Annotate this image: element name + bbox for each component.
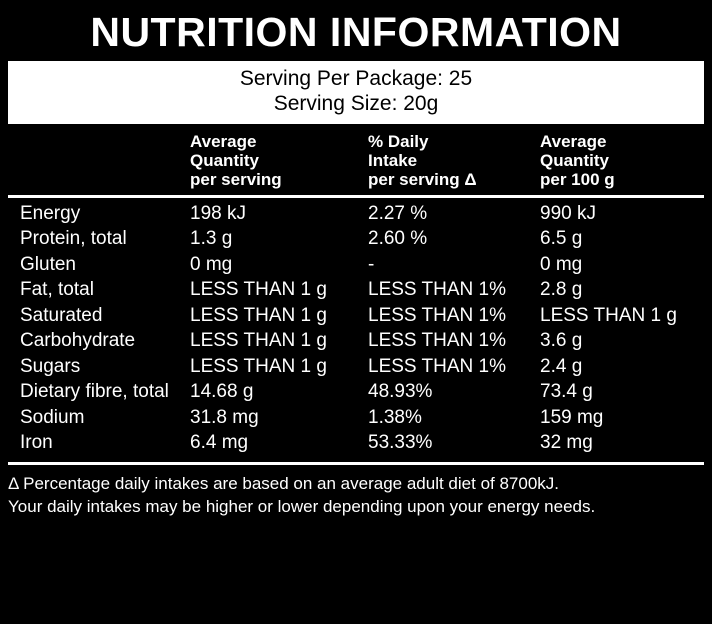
nutrient-name: Saturated [20,304,103,326]
footnote-line-1: Δ Percentage daily intakes are based on an average adult diet of 8700kJ. [8,473,560,493]
table-row [8,381,704,407]
value-per-100g: 2.4 g [540,355,583,377]
serving-per-package: Serving Per Package: 25 [239,67,473,90]
nutrient-name: Carbohydrate [20,330,136,352]
value-percent-daily-intake: 2.60 % [368,228,428,250]
value-per-serving: LESS THAN 1 g [190,279,327,301]
table-row [8,254,704,280]
value-percent-daily-intake: LESS THAN 1% [368,279,506,301]
serving-size: Serving Size: 20g [273,91,439,115]
value-percent-daily-intake: 2.27 % [368,202,428,224]
value-per-100g: 73.4 g [540,381,593,403]
value-per-serving: 198 kJ [190,202,246,224]
column-header-serving-line1: Average [190,131,257,151]
value-per-serving: 14.68 g [190,381,254,403]
serving-info-band [8,61,704,124]
value-percent-daily-intake: - [368,253,375,275]
value-per-serving: LESS THAN 1 g [190,304,327,326]
column-header-per100-line1: Average [540,131,607,151]
page-title: NUTRITION INFORMATION [90,9,622,55]
value-per-100g: 990 kJ [540,202,596,224]
footnote-line-2: Your daily intakes may be higher or lower depending upon your energy needs. [8,496,596,516]
nutrient-name: Gluten [20,253,76,275]
column-header-per100-line3: per 100 g [540,169,615,189]
table-row [8,279,704,305]
column-header-daily-line2: Intake [368,150,418,170]
value-per-serving: LESS THAN 1 g [190,330,327,352]
value-percent-daily-intake: 53.33% [368,432,433,454]
value-percent-daily-intake: LESS THAN 1% [368,355,506,377]
value-per-100g: LESS THAN 1 g [540,304,677,326]
nutrient-name: Dietary fibre, total [20,381,169,403]
column-header-per100-line2: Quantity [540,150,609,170]
nutrient-name: Sugars [20,355,81,377]
value-per-serving: 1.3 g [190,228,233,250]
column-header-nutrient [8,132,190,189]
value-percent-daily-intake: LESS THAN 1% [368,330,506,352]
value-per-100g: 32 mg [540,432,593,454]
value-per-100g: 0 mg [540,253,583,275]
column-header-percent-daily-intake [368,132,540,189]
value-per-100g: 3.6 g [540,330,583,352]
value-per-serving: 31.8 mg [190,406,259,428]
column-header-serving-line2: Quantity [190,150,259,170]
table-row [8,356,704,382]
nutrition-table-body [8,198,704,465]
column-header-average-quantity-per-100g [540,132,700,189]
table-column-headers [8,124,704,198]
table-row [8,330,704,356]
nutrient-name: Iron [20,432,53,454]
column-header-average-quantity-per-serving [190,132,368,189]
table-row [8,407,704,433]
value-per-100g: 6.5 g [540,228,583,250]
column-header-serving-line3: per serving [190,169,282,189]
nutrient-name: Sodium [20,406,85,428]
table-row [8,203,704,229]
column-header-daily-line3: per serving Δ [368,169,477,189]
nutrient-name: Fat, total [20,279,94,301]
footnote [8,465,704,519]
value-percent-daily-intake: 1.38% [368,406,422,428]
value-per-100g: 159 mg [540,406,604,428]
nutrient-name: Protein, total [20,228,127,250]
value-percent-daily-intake: LESS THAN 1% [368,304,506,326]
table-row [8,228,704,254]
value-per-serving: 6.4 mg [190,432,249,454]
value-per-100g: 2.8 g [540,279,583,301]
table-row [8,305,704,331]
column-header-daily-line1: % Daily [368,131,429,151]
table-row [8,432,704,458]
value-per-serving: LESS THAN 1 g [190,355,327,377]
value-percent-daily-intake: 48.93% [368,381,433,403]
nutrient-name: Energy [20,202,81,224]
value-per-serving: 0 mg [190,253,233,275]
